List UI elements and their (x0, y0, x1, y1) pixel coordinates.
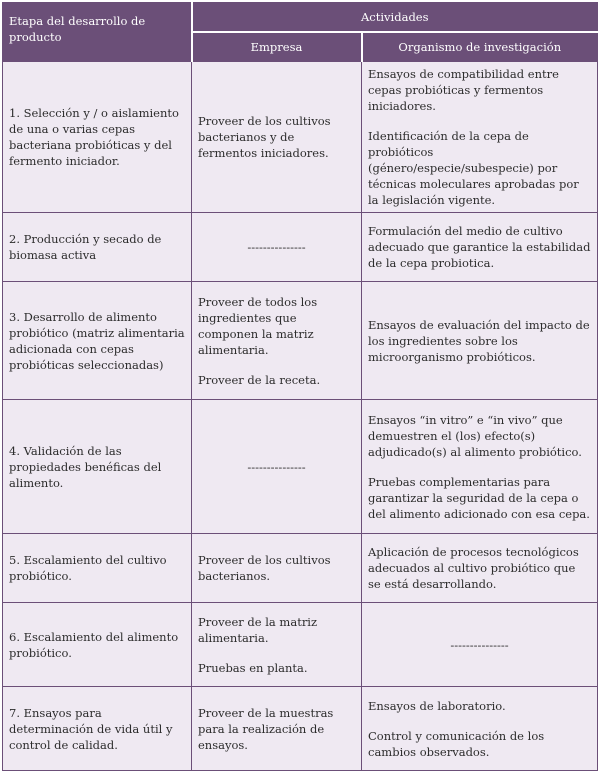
research-cell (362, 400, 598, 534)
stage-cell: 1. Selección y / o aislamiento de una o varias cepas bacteriana probióticas y del fermento iniciador. (3, 62, 192, 213)
table-row (3, 62, 598, 213)
header-research: Organismo de investigación (362, 32, 598, 62)
research-text: Identificación de la cepa de probióticos (género/especie/subespecie) por técnicas moleculares aprobadas por la legislación vigente. (368, 129, 579, 207)
company-text: Pruebas en planta. (198, 660, 308, 675)
table-row (3, 687, 598, 771)
company-text: Proveer de todos los ingredientes que componen la matriz alimentaria. (198, 294, 318, 357)
research-text: Ensayos de compatibilidad entre cepas probióticas y fermentos iniciadores. (368, 67, 559, 113)
research-cell (362, 282, 598, 400)
header-stage: Etapa del desarrollo de producto (3, 3, 192, 62)
stage-cell: 2. Producción y secado de biomasa activa (3, 213, 192, 282)
stage-cell: 4. Validación de las propiedades benéficas del alimento. (3, 400, 192, 534)
company-text: Proveer de los cultivos bacterianos y de fermentos iniciadores. (198, 114, 331, 160)
table-row (3, 282, 598, 400)
research-text: Ensayos de laboratorio. (368, 698, 506, 713)
header-company: Empresa (192, 32, 362, 62)
research-cell (362, 534, 598, 603)
table-row (3, 213, 598, 282)
company-cell (192, 400, 362, 534)
research-cell (362, 62, 598, 213)
company-cell (192, 213, 362, 282)
company-cell (192, 62, 362, 213)
table-row (3, 534, 598, 603)
company-text: Proveer de la receta. (198, 372, 321, 387)
research-text: Ensayos “in vitro” e “in vivo” que demuestren el (los) efecto(s) adjudicado(s) al alimento probiótico. (368, 412, 582, 459)
research-empty: --------------- (450, 637, 509, 652)
company-empty: --------------- (247, 240, 306, 254)
company-empty: --------------- (247, 459, 306, 474)
development-table (2, 2, 598, 771)
stage-cell: 5. Escalamiento del cultivo probiótico. (3, 534, 192, 603)
research-text: Ensayos de evaluación del impacto de los ingredientes sobre los microorganismo probióticos. (368, 317, 590, 364)
company-cell (192, 687, 362, 771)
research-text: Control y comunicación de los cambios observados. (368, 728, 545, 759)
table-row (3, 603, 598, 687)
company-text: Proveer de la muestras para la realización de ensayos. (198, 705, 334, 752)
stage-cell: 7. Ensayos para determinación de vida útil y control de calidad. (3, 687, 192, 771)
table-row (3, 400, 598, 534)
research-text: Pruebas complementarias para garantizar la seguridad de la cepa o del alimento adicionado con esa cepa. (368, 474, 590, 521)
research-cell (362, 603, 598, 687)
research-cell (362, 213, 598, 282)
research-text: Aplicación de procesos tecnológicos adecuados al cultivo probiótico que se está desarrollando. (368, 545, 579, 591)
company-cell (192, 603, 362, 687)
stage-cell: 3. Desarrollo de alimento probiótico (matriz alimentaria adicionada con cepas probióticas seleccionadas) (3, 282, 192, 400)
company-cell (192, 282, 362, 400)
header-activities: Actividades (192, 3, 598, 33)
company-cell (192, 534, 362, 603)
research-text: Formulación del medio de cultivo adecuado que garantice la estabilidad de la cepa probiotica. (368, 224, 591, 270)
stage-cell: 6. Escalamiento del alimento probiótico. (3, 603, 192, 687)
company-text: Proveer de la matriz alimentaria. (198, 614, 318, 645)
company-text: Proveer de los cultivos bacterianos. (198, 553, 331, 583)
research-cell (362, 687, 598, 771)
